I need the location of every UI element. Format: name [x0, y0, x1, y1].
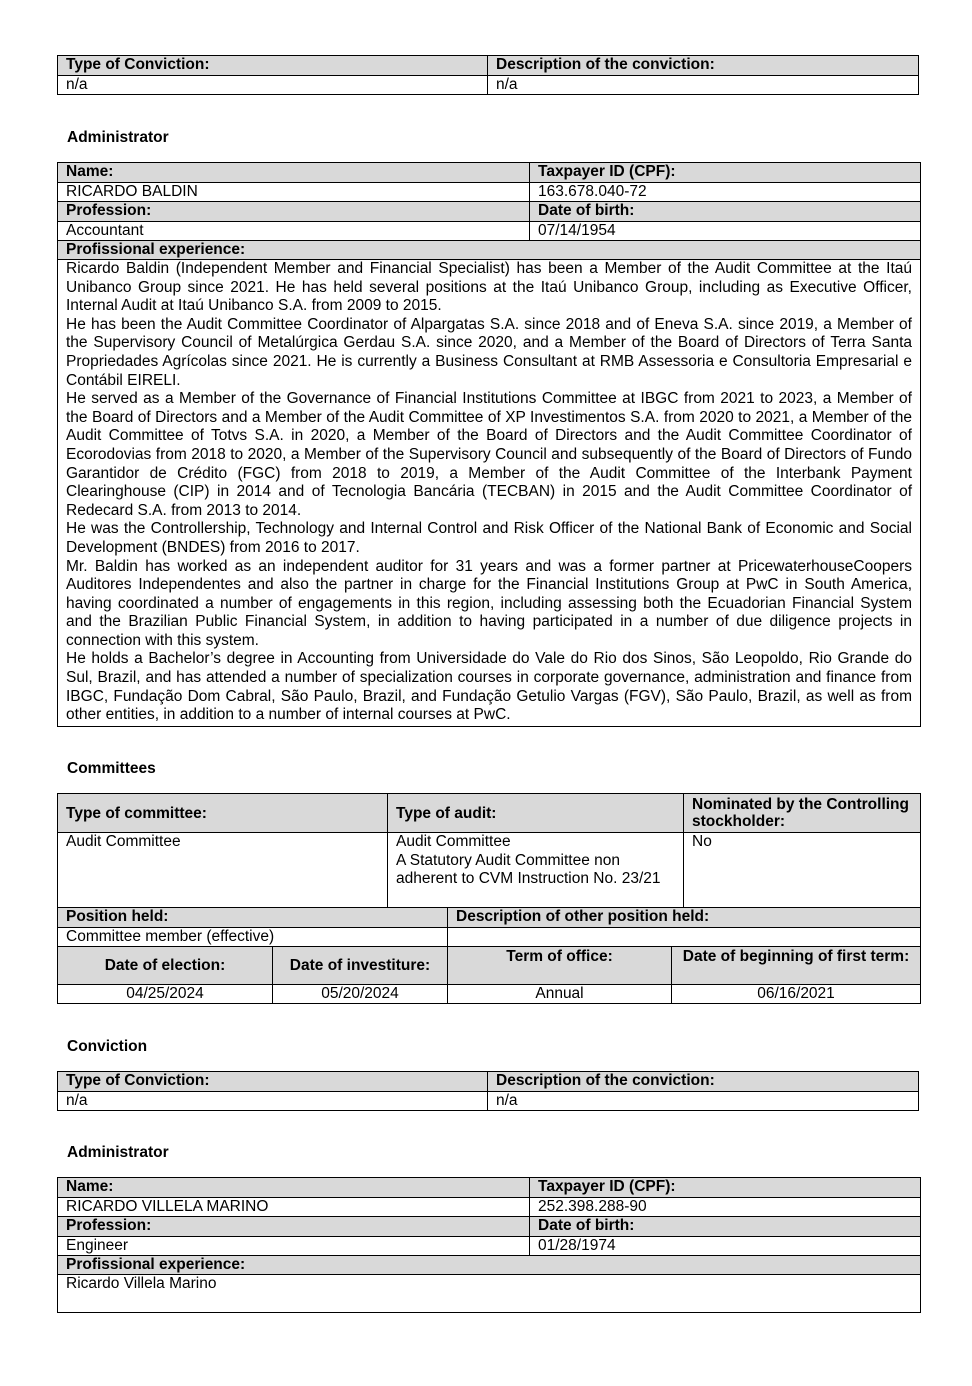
section-title-conviction: Conviction — [67, 1038, 148, 1055]
position-label: Position held: — [58, 908, 448, 928]
nominated-label: Nominated by the Controlling stockholder: — [684, 794, 921, 833]
dob-label: Date of birth: — [530, 202, 921, 222]
conviction-desc-header: Description of the conviction: — [488, 1072, 919, 1092]
dob-value: 01/28/1974 — [530, 1237, 921, 1256]
term-value: Annual — [448, 985, 672, 1004]
conviction-type-header: Type of Conviction: — [58, 1072, 488, 1092]
dob-label: Date of birth: — [530, 1217, 921, 1237]
name-value: RICARDO BALDIN — [58, 183, 530, 202]
experience-text — [58, 260, 921, 727]
committees-table-bottom — [57, 907, 921, 1004]
nominated-value: No — [684, 833, 921, 908]
election-value: 04/25/2024 — [58, 985, 273, 1004]
type-audit-value — [388, 833, 684, 908]
type-committee-value: Audit Committee — [58, 833, 388, 908]
experience-paragraph: Mr. Baldin has worked as an independent auditor for 31 years and was a former partner at PricewaterhouseCoopers Auditores Independentes and also the partner in charge for the Financial Institutions Group at PwC in South America, having coordinated a number of engagements in this region, including assessing both the Ecuadorian Financial System and the Brazilian Public Financial System, in addition to having participated in a number of due diligence projects in connection with this system. — [66, 557, 912, 649]
section-title-committees: Committees — [67, 760, 156, 777]
section-title-administrator: Administrator — [67, 1144, 169, 1161]
experience-paragraph: Ricardo Baldin (Independent Member and Financial Specialist) has been a Member of the Audit Committee at the Itaú Unibanco Group since 2021. He has held several positions at the Itaú Unibanco Group, including as Executive Officer, Internal Audit at Itaú Unibanco S.A. from 2009 to 2015. — [66, 260, 912, 315]
cpf-label: Taxpayer ID (CPF): — [530, 163, 921, 183]
type-audit-detail: A Statutory Audit Committee non adherent to CVM Instruction No. 23/21 — [396, 851, 661, 887]
cpf-value: 163.678.040-72 — [530, 183, 921, 202]
position-value: Committee member (effective) — [58, 928, 448, 947]
other-position-value — [448, 928, 921, 947]
name-label: Name: — [58, 163, 530, 183]
investiture-value: 05/20/2024 — [273, 985, 448, 1004]
name-value: RICARDO VILLELA MARINO — [58, 1198, 530, 1217]
name-label: Name: — [58, 1178, 530, 1198]
experience-paragraph: He served as a Member of the Governance of Financial Institutions Committee at IBGC from 2021 to 2023, a Member of the Board of Directors and a Member of the Audit Committee of XP Investimentos S.A. from 2020 to 2021, a Member of the Audit Committee of Totvs S.A. in 2020, a Member of the Board of Directors and the Audit Committee Coordinator of Ecorodovias from 2018 to 2020, a Member of the Supervisory Council and subsequently of the Board of Directors of Fundo Garantidor de Crédito (FGC) from 2018 to 2019, a Member of the Audit Committee of the Interbank Payment Clearinghouse (CIP) in 2014 and of Tecnologia Bancária (TECBAN) in 2015 and the Audit Committee Coordinator of Redecard S.A. from 2013 to 2014. — [66, 390, 912, 519]
cpf-label: Taxpayer ID (CPF): — [530, 1178, 921, 1198]
profession-label: Profession: — [58, 1217, 530, 1237]
section-title-administrator: Administrator — [67, 129, 169, 146]
conviction-desc-value: n/a — [488, 76, 919, 95]
committees-table-top — [57, 793, 921, 908]
administrator-table — [57, 162, 921, 727]
conviction-table-top — [57, 55, 919, 95]
conviction-desc-header: Description of the conviction: — [488, 56, 919, 76]
other-position-label: Description of other position held: — [448, 908, 921, 928]
conviction-table — [57, 1071, 919, 1111]
administrator-table — [57, 1177, 921, 1313]
type-audit-name: Audit Committee — [396, 833, 511, 850]
conviction-type-header: Type of Conviction: — [58, 56, 488, 76]
term-label: Term of office: — [448, 947, 672, 985]
profession-value: Accountant — [58, 222, 530, 241]
experience-paragraph: He holds a Bachelor’s degree in Accounting from Universidade do Vale do Rio dos Sinos, São Leopoldo, Rio Grande do Sul, Brazil, and has attended a number of specialization courses in corporate governance, administration and finance from IBGC, Fundação Dom Cabral, São Paulo, Brazil, and Fundação Getulio Vargas (FGV), São Paulo, Brazil, as well as from other entities, in addition to a number of internal courses at PwC. — [66, 650, 912, 724]
conviction-desc-value: n/a — [488, 1092, 919, 1111]
dob-value: 07/14/1954 — [530, 222, 921, 241]
election-label: Date of election: — [58, 947, 273, 985]
experience-paragraph: Ricardo Villela Marino — [66, 1275, 217, 1292]
experience-label: Profissional experience: — [58, 241, 921, 260]
experience-paragraph: He has been the Audit Committee Coordinator of Alpargatas S.A. since 2018 and of Eneva S.A. since 2019, a Member of the Supervisory Council of Metalúrgica Gerdau S.A. since 2020, and a Member of the Board of Directors of Terra Santa Propriedades Agrícolas since 2021. He is currently a Business Consultant at RMB Assessoria e Consultoria Empresarial e Contábil EIRELI. — [66, 315, 912, 389]
first-term-label: Date of beginning of first term: — [672, 947, 921, 985]
first-term-value: 06/16/2021 — [672, 985, 921, 1004]
type-audit-label: Type of audit: — [388, 794, 684, 833]
profession-value: Engineer — [58, 1237, 530, 1256]
conviction-type-value: n/a — [58, 1092, 488, 1111]
type-committee-label: Type of committee: — [58, 794, 388, 833]
investiture-label: Date of investiture: — [273, 947, 448, 985]
experience-label: Profissional experience: — [58, 1256, 921, 1275]
experience-text — [58, 1275, 921, 1313]
profession-label: Profession: — [58, 202, 530, 222]
cpf-value: 252.398.288-90 — [530, 1198, 921, 1217]
conviction-type-value: n/a — [58, 76, 488, 95]
experience-paragraph: He was the Controllership, Technology and Internal Control and Risk Officer of the National Bank of Economic and Social Development (BNDES) from 2016 to 2017. — [66, 520, 912, 556]
